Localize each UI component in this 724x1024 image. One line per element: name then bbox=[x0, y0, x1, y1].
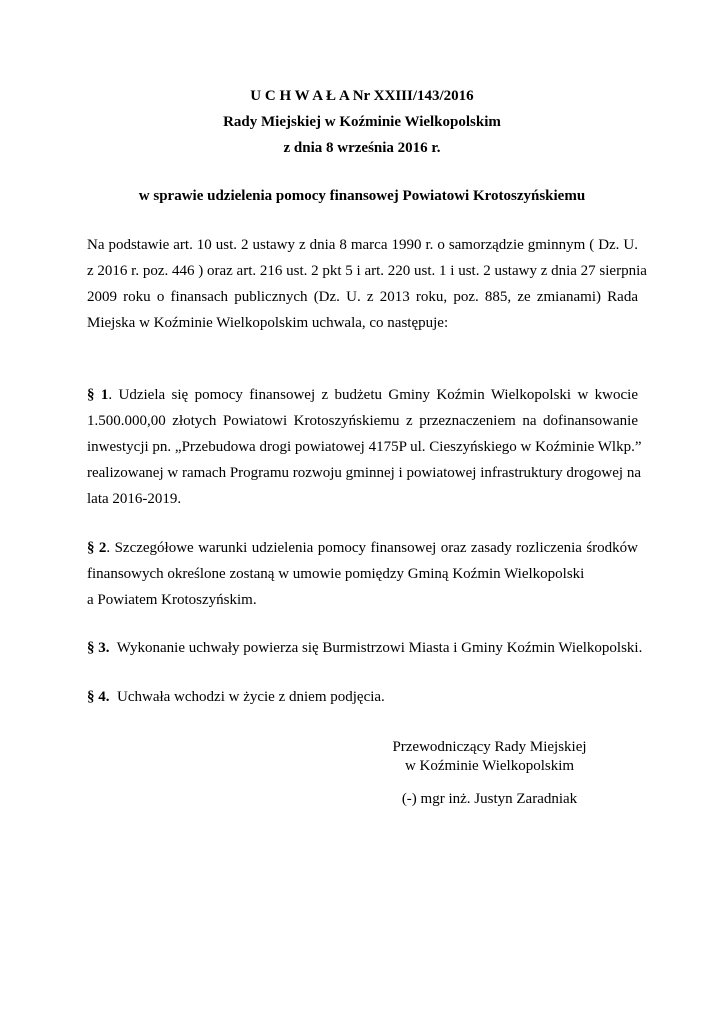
section-1-text-1: . Udziela się pomocy finansowej z budżetu Gminy Koźmin Wielkopolski w kwocie bbox=[108, 387, 638, 403]
section-1-line-5: lata 2016-2019. bbox=[87, 491, 182, 507]
section-2-line-2: finansowych określone zostaną w umowie pomiędzy Gminą Koźmin Wielkopolski bbox=[87, 566, 585, 582]
section-4 bbox=[87, 688, 385, 706]
section-1-line-2: 1.500.000,00 złotych Powiatowi Krotoszyńskiemu z przeznaczeniem na dofinansowanie bbox=[87, 413, 638, 429]
section-2-line-3: a Powiatem Krotoszyńskim. bbox=[87, 592, 257, 608]
signature-role-line-2: w Koźminie Wielkopolskim bbox=[404, 758, 575, 774]
signature-name: (-) mgr inż. Justyn Zaradniak bbox=[401, 791, 578, 807]
section-2-text-1: . Szczegółowe warunki udzielenia pomocy finansowej oraz zasady rozliczenia środków bbox=[106, 540, 639, 556]
section-2-marker: § 2 bbox=[87, 540, 107, 556]
issuing-body: Rady Miejskiej w Koźminie Wielkopolskim bbox=[223, 114, 501, 130]
section-3-text: Wykonanie uchwały powierza się Burmistrzowi Miasta i Gminy Koźmin Wielkopolski. bbox=[116, 640, 643, 656]
section-3 bbox=[87, 639, 642, 657]
resolution-subject: w sprawie udzielenia pomocy finansowej Powiatowi Krotoszyńskiemu bbox=[138, 188, 586, 204]
section-2-line-1 bbox=[87, 539, 638, 557]
preamble-line-2: z 2016 r. poz. 446 ) oraz art. 216 ust. 2 pkt 5 i art. 220 ust. 1 i ust. 2 ustawy z dnia 27 sierpnia bbox=[87, 263, 647, 279]
section-1-marker: § 1 bbox=[87, 387, 109, 403]
section-4-marker: § 4. bbox=[87, 689, 110, 705]
section-3-marker: § 3. bbox=[87, 640, 110, 656]
signature-role-line-1: Przewodniczący Rady Miejskiej bbox=[392, 739, 587, 755]
preamble-line-3: 2009 roku o finansach publicznych (Dz. U. z 2013 roku, poz. 885, ze zmianami) Rada bbox=[87, 289, 638, 305]
resolution-date: z dnia 8 września 2016 r. bbox=[283, 140, 441, 156]
section-4-text: Uchwała wchodzi w życie z dniem podjęcia. bbox=[117, 689, 385, 705]
section-1-line-4: realizowanej w ramach Programu rozwoju gminnej i powiatowej infrastruktury drogowej na bbox=[87, 465, 641, 481]
preamble-line-4: Miejska w Koźminie Wielkopolskim uchwala, co następuje: bbox=[87, 315, 449, 331]
resolution-title: U C H W A Ł A Nr XXIII/143/2016 bbox=[250, 88, 474, 104]
section-1-line-1 bbox=[87, 386, 638, 404]
section-1-line-3: inwestycji pn. „Przebudowa drogi powiatowej 4175P ul. Cieszyńskiego w Koźminie Wlkp.” bbox=[87, 439, 642, 455]
preamble-line-1: Na podstawie art. 10 ust. 2 ustawy z dnia 8 marca 1990 r. o samorządzie gminnym ( Dz. U. bbox=[87, 237, 638, 253]
